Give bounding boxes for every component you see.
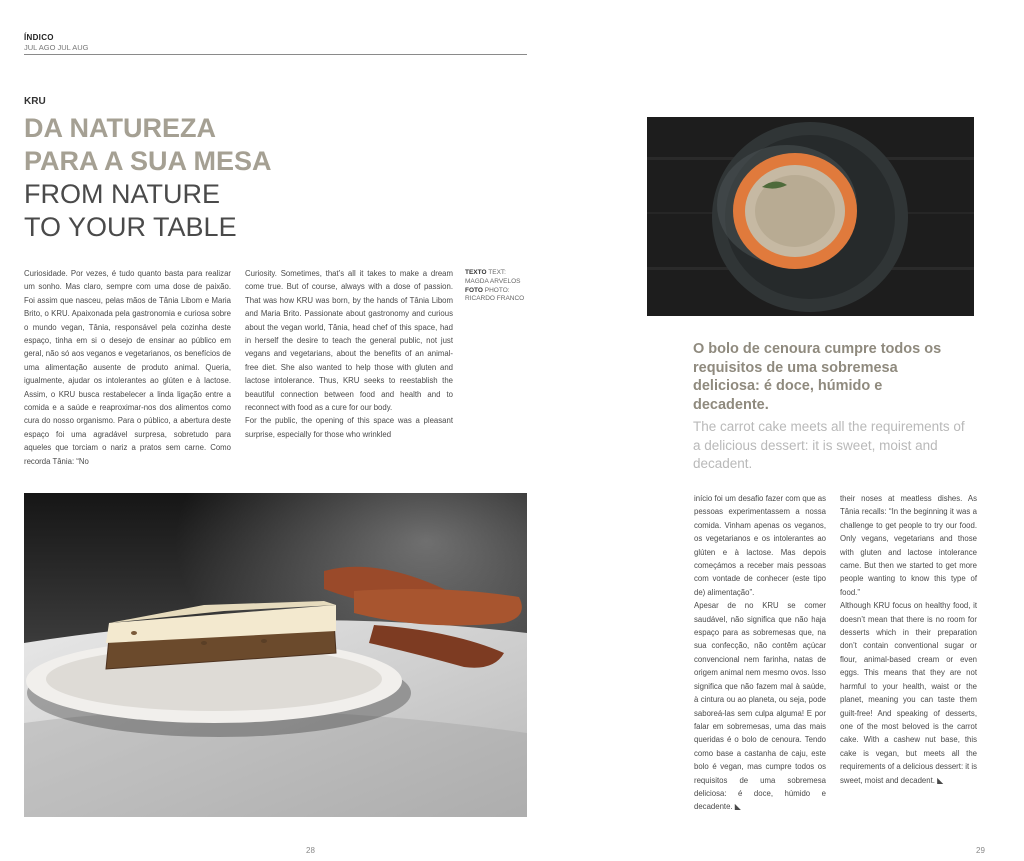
body-column-en-2 — [840, 492, 977, 787]
paragraph: Although KRU focus on healthy food, it doesn’t mean that there is no room for desserts which in their preparation don’t contain conventional sugar or flour, animal-based cream or even eggs. This means that they are not harmful to your health, waist or the planet, meaning you can taste them guilt-free! And speaking of desserts, one of the most beloved is the carrot cake. With a cashew nut base, this cake is vegan, but meets all the requirements of a delicious dessert: it is sweet, moist and decadent. ◣ — [840, 601, 977, 785]
credit-label: TEXTO — [465, 269, 487, 276]
paragraph: Curiosity. Sometimes, that’s all it takes to make a dream come true. But of course, always with a dose of passion. That was how KRU was born, by the hands of Tânia Libom and Maria Brito. Passionate about gastronomy and curious about the vegan world, Tânia, head chef of this space, had in herself the desire to teach the general public, not just vegans and vegetarians, about the benefits of an animal-free diet. She also wanted to help those with gluten and lactose intolerance. Thus, KRU seeks to reestablish the beautiful connection between food and health and to reconnect with food as a cure for our body. — [245, 269, 453, 413]
title-pt-line-1: DA NATUREZA — [24, 113, 216, 143]
title-en-line-2: TO YOUR TABLE — [24, 212, 237, 242]
article-credits — [465, 269, 524, 304]
page-number-left: 28 — [306, 846, 315, 855]
paragraph: Apesar de no KRU se comer saudável, não significa que não haja espaço para as sobremesas que, na sua confecção, não contêm açúcar convencional nem farinha, natas de origem animal nem mesmo ovos. Isso significa que não fazem mal à saúde, à cintura ou ao planeta, ou seja, pode saboreá-las sem culpa alguma! E por falar em sobremesas, uma das mais queridas é o bolo de cenoura. Tendo como base a castanha de caju, este bolo é vegan, mas cumpre todos os requisitos de uma sobremesa deliciosa: é doce, húmido e decadente. ◣ — [694, 601, 826, 812]
title-pt-line-2: PARA A SUA MESA — [24, 146, 272, 176]
carrot-cake-photo — [24, 493, 527, 817]
body-column-pt-1 — [24, 267, 231, 468]
paragraph: their noses at meatless dishes. As Tânia recalls: “In the beginning it was a challenge to get people to try our food. Only vegans, vegetarians and those with gluten and lactose intolerance came. But then we started to get more people wanting to know this type of food.” — [840, 494, 977, 597]
article-title-en — [24, 178, 424, 244]
carrot-salad-photo — [647, 117, 974, 316]
paragraph: início foi um desafio fazer com que as pessoas experimentassem a nossa comida. Vinham apenas os veganos, os vegetarianos e os intolerantes ao glúten e à lactose. Mas depois começámos a receber mais pessoas com vontade de conhecer (este tipo de) alimentação”. — [694, 494, 826, 597]
issue-months: JUL AGO JUL AUG — [24, 43, 89, 52]
body-column-pt-2 — [694, 492, 826, 814]
salad-photo-illustration — [647, 117, 974, 316]
title-en-line-1: FROM NATURE — [24, 179, 220, 209]
credit-label-en: PHOTO: — [484, 286, 510, 294]
credit-author: RICARDO FRANCO — [465, 295, 525, 303]
page-number-right: 29 — [976, 846, 985, 855]
pull-quote-pt: O bolo de cenoura cumpre todos os requisitos de uma sobremesa deliciosa: é doce, húmido e decadente. — [693, 341, 942, 413]
credit-label-en: TEXT: — [488, 269, 506, 276]
cake-photo-illustration — [24, 493, 527, 817]
credit-author: MAGDA ARVELOS — [465, 277, 521, 285]
body-column-en-1 — [245, 267, 453, 441]
header-divider — [24, 54, 527, 55]
paragraph: Curiosidade. Por vezes, é tudo quanto basta para realizar um sonho. Mas claro, sempre com uma dose de paixão. Foi assim que nasceu, pelas mãos de Tânia Libom e Maria Brito, o KRU. Apaixonada pela gastronomia e curiosa sobre o mundo vegan, Tânia, responsável pela cozinha deste espaço, tinha em si o desejo de ensinar ao público em geral, não só aos veganos e vegetarianos, os benefícios de uma alimentação ausente de produto animal. Queria, igualmente, ajudar os intolerantes ao glúten e à lactose. Assim, o KRU busca restabelecer a linda ligação entre a comida e a saúde e reaproximar-nos dos alimentos como cura do nosso organismo. Para o público, a abertura deste espaço foi uma agradável surpresa, sobretudo para aqueles que torciam o nariz a pratos sem carne. Como recorda Tânia: “No — [24, 269, 231, 466]
paragraph: For the public, the opening of this space was a pleasant surprise, especially for those who wrinkled — [245, 416, 453, 439]
pull-quote-en: The carrot cake meets all the requirements of a delicious dessert: it is sweet, moist and decadent. — [693, 419, 965, 471]
credit-label: FOTO — [465, 286, 483, 294]
article-kicker: KRU — [24, 96, 46, 107]
magazine-section-title: ÍNDICO — [24, 33, 54, 42]
article-title-pt — [24, 112, 424, 178]
